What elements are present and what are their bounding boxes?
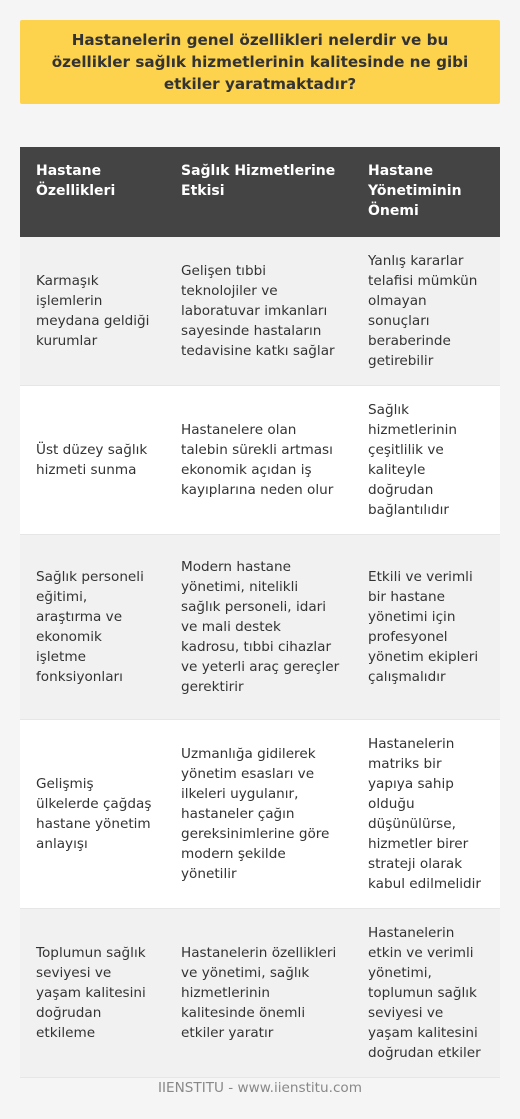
table-row bbox=[20, 720, 500, 909]
table-cell: Modern hastane yönetimi, nitelikli sağlık personeli, idari ve mali destek kadrosu, tıbbi cihazlar ve yeterli araç gereçler gerektirir bbox=[165, 535, 352, 720]
table-cell: Etkili ve verimli bir hastane yönetimi için profesyonel yönetim ekipleri çalışmalıdır bbox=[352, 535, 500, 720]
table-cell: Yanlış kararlar telafisi mümkün olmayan sonuçları beraberinde getirebilir bbox=[352, 237, 500, 386]
table-row bbox=[20, 909, 500, 1078]
table-cell: Sağlık personeli eğitimi, araştırma ve ekonomik işletme fonksiyonları bbox=[20, 535, 165, 720]
header-hospital-features: Hastane Özellikleri bbox=[20, 147, 165, 237]
hospital-features-table bbox=[20, 147, 500, 1078]
table-cell: Gelişen tıbbi teknolojiler ve laboratuvar imkanları sayesinde hastaların tedavisine katkı sağlar bbox=[165, 237, 352, 386]
table-row bbox=[20, 535, 500, 720]
header-health-services-effect: Sağlık Hizmetlerine Etkisi bbox=[165, 147, 352, 237]
footer-credit: IIENSTITU - www.iienstitu.com bbox=[158, 1080, 362, 1096]
table-header-row bbox=[20, 147, 500, 237]
table-cell: Sağlık hizmetlerinin çeşitlilik ve kaliteyle doğrudan bağlantılıdır bbox=[352, 386, 500, 535]
table-cell: Hastanelerin etkin ve verimli yönetimi, toplumun sağlık seviyesi ve yaşam kalitesini doğrudan etkiler bbox=[352, 909, 500, 1078]
header-management-importance: Hastane Yönetiminin Önemi bbox=[352, 147, 500, 237]
table-cell: Üst düzey sağlık hizmeti sunma bbox=[20, 386, 165, 535]
table-cell: Gelişmiş ülkelerde çağdaş hastane yönetim anlayışı bbox=[20, 720, 165, 909]
table-row bbox=[20, 386, 500, 535]
page-title: Hastanelerin genel özellikleri nelerdir ve bu özellikler sağlık hizmetlerinin kalitesinde ne gibi etkiler yaratmaktadır? bbox=[51, 31, 469, 93]
table-cell: Hastanelerin özellikleri ve yönetimi, sağlık hizmetlerinin kalitesinde önemli etkiler yaratır bbox=[165, 909, 352, 1078]
table-cell: Hastanelerin matriks bir yapıya sahip olduğu düşünülürse, hizmetler birer strateji olarak kabul edilmelidir bbox=[352, 720, 500, 909]
table-cell: Hastanelere olan talebin sürekli artması ekonomik açıdan iş kayıplarına neden olur bbox=[165, 386, 352, 535]
table-row bbox=[20, 237, 500, 386]
table-cell: Toplumun sağlık seviyesi ve yaşam kalitesini doğrudan etkileme bbox=[20, 909, 165, 1078]
table-cell: Uzmanlığa gidilerek yönetim esasları ve ilkeleri uygulanır, hastaneler çağın gereksinimlerine göre modern şekilde yönetilir bbox=[165, 720, 352, 909]
title-banner bbox=[20, 20, 500, 104]
table-cell: Karmaşık işlemlerin meydana geldiği kurumlar bbox=[20, 237, 165, 386]
